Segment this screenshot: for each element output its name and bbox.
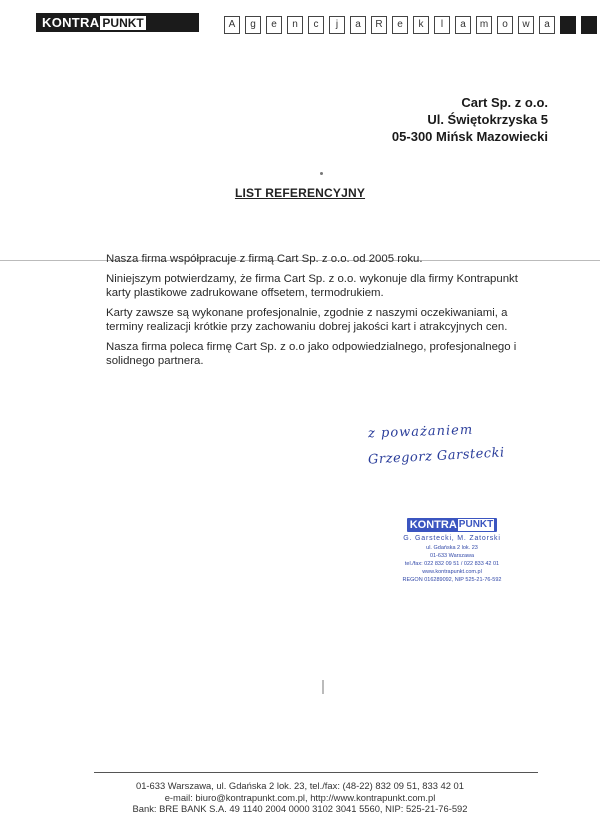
- recipient-city: 05-300 Mińsk Mazowiecki: [391, 129, 548, 144]
- stamp-logo: [407, 518, 498, 532]
- agency-letter: n: [287, 16, 303, 34]
- signature-name: Grzegorz Garstecki: [367, 445, 506, 468]
- logo-boxed-word: PUNKT: [102, 15, 144, 30]
- stamp-address: ul. Gdańska 2 lok. 23: [426, 545, 478, 551]
- stamp-names: G. Garstecki, M. Zatorski: [403, 535, 501, 542]
- scan-mark: [322, 680, 324, 694]
- company-stamp: [396, 515, 508, 584]
- handwritten-signature: [367, 422, 506, 468]
- footer-bank: Bank: BRE BANK S.A. 49 1140 2004 0000 3102 3041 5560, NIP: 525-21-76-592: [132, 803, 468, 814]
- filled-square-icon: [581, 16, 597, 34]
- company-logo: [36, 13, 199, 32]
- agency-letter: a: [455, 16, 471, 34]
- agency-letter: k: [413, 16, 429, 34]
- logo-word: KONTRA: [42, 15, 100, 30]
- agency-letter: A: [224, 16, 240, 34]
- agency-letter: e: [266, 16, 282, 34]
- stamp-logo-boxed-word: PUNKT: [458, 519, 494, 530]
- agency-letter: j: [329, 16, 345, 34]
- agency-letter: l: [434, 16, 450, 34]
- letter-footer: [0, 780, 600, 815]
- agency-letter: a: [350, 16, 366, 34]
- recipient-street: Ul. Świętokrzyska 5: [427, 112, 548, 127]
- scan-speck: [320, 172, 323, 175]
- recipient-name: Cart Sp. z o.o.: [461, 95, 548, 110]
- agency-letter: c: [308, 16, 324, 34]
- agency-letter: g: [245, 16, 261, 34]
- filled-square-icon: [560, 16, 576, 34]
- agency-letter: w: [518, 16, 534, 34]
- recipient-address: [392, 94, 548, 145]
- agency-letter: R: [371, 16, 387, 34]
- footer-divider: [94, 772, 538, 773]
- stamp-city: 01-633 Warszawa: [429, 553, 475, 559]
- stamp-website: www.kontrapunkt.com.pl: [422, 569, 482, 575]
- stamp-regon: REGON 016289092, NIP 525-21-76-592: [402, 577, 502, 583]
- footer-address: 01-633 Warszawa, ul. Gdańska 2 lok. 23, tel./fax: (48-22) 832 09 51, 833 42 01: [136, 780, 464, 791]
- agency-letter: a: [539, 16, 555, 34]
- agency-letter-boxes: [224, 16, 600, 34]
- document-title: LIST REFERENCYJNY: [234, 186, 366, 200]
- stamp-logo-word: KONTRA: [409, 519, 457, 531]
- letter-body: [106, 252, 526, 374]
- stamp-phone: tel./fax: 022 832 09 51 / 022 833 42 01: [404, 561, 500, 567]
- body-paragraph: Nasza firma poleca firmę Cart Sp. z o.o jako odpowiedzialnego, profesjonalnego i solidnego partnera.: [106, 341, 517, 367]
- body-paragraph: Nasza firma współpracuje z firmą Cart Sp. z o.o. od 2005 roku.: [106, 253, 423, 265]
- agency-letter: m: [476, 16, 492, 34]
- body-paragraph: Karty zawsze są wykonane profesjonalnie, zgodnie z naszymi oczekiwaniami, a terminy realizacji krótkie przy zachowaniu dobrej jakości kart i atrakcyjnych cen.: [106, 307, 508, 333]
- body-paragraph: Niniejszym potwierdzamy, że firma Cart Sp. z o.o. wykonuje dla firmy Kontrapunkt karty plastikowe zadrukowane offsetem, termodrukiem.: [106, 273, 518, 299]
- agency-letter: o: [497, 16, 513, 34]
- footer-contact: e-mail: biuro@kontrapunkt.com.pl, http://www.kontrapunkt.com.pl: [164, 791, 436, 803]
- agency-letter: e: [392, 16, 408, 34]
- signature-closing: z poważaniem: [367, 422, 474, 442]
